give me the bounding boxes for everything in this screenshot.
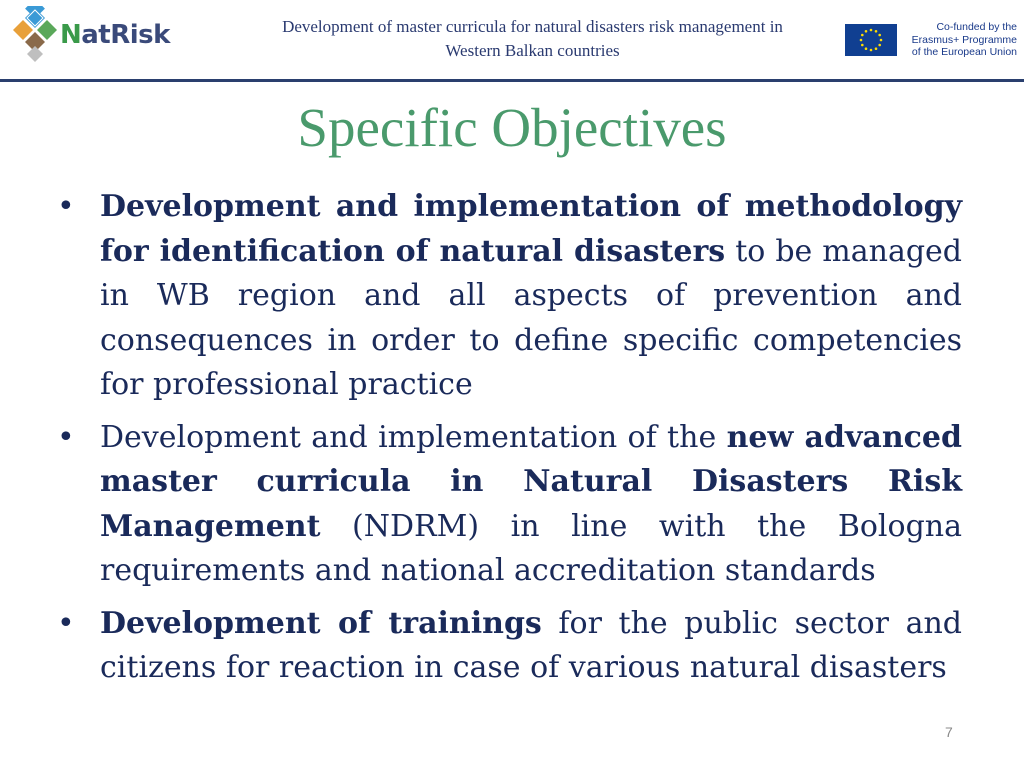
objective-2-lead: Development and implementation of the (100, 419, 727, 455)
header-divider (0, 79, 1024, 82)
objective-2-bold: new advanced master curricula in Natural Disasters Risk Management (100, 419, 962, 544)
objective-1-bold: Development and implementation of methodology for identification of natural disasters (100, 189, 962, 269)
logo-wordmark-first: N (60, 20, 82, 50)
eu-line-1: Co-funded by the (936, 21, 1017, 33)
objective-2-text: (NDRM) in line with the Bologna requirements and national accreditation standards (100, 508, 962, 588)
slide-title: Specific Objectives (297, 97, 727, 158)
logo-wordmark (60, 20, 170, 50)
objective-3-bold: Development of trainings (100, 605, 542, 641)
eu-line-3: of the European Union (911, 46, 1017, 58)
project-title: Development of master curricula for natural disasters risk management in Western Balkan countries (282, 17, 783, 60)
natrisk-logo-icon (8, 6, 62, 70)
eu-flag-icon (845, 24, 897, 56)
eu-cofunded-text (902, 21, 1017, 59)
objective-1-text: to be managed in WB region and all aspects of prevention and consequences in order to define specific competencies for professional practice (100, 233, 962, 402)
objective-item (57, 416, 962, 594)
objective-item (57, 185, 962, 408)
objectives-list (57, 185, 962, 699)
page-number: 7 (945, 724, 953, 740)
logo-wordmark-rest: atRisk (81, 20, 170, 50)
objective-3-text: for the public sector and citizens for reaction in case of various natural disasters (100, 605, 962, 685)
eu-line-2: Erasmus+ Programme (911, 33, 1017, 46)
objective-item (57, 602, 962, 691)
